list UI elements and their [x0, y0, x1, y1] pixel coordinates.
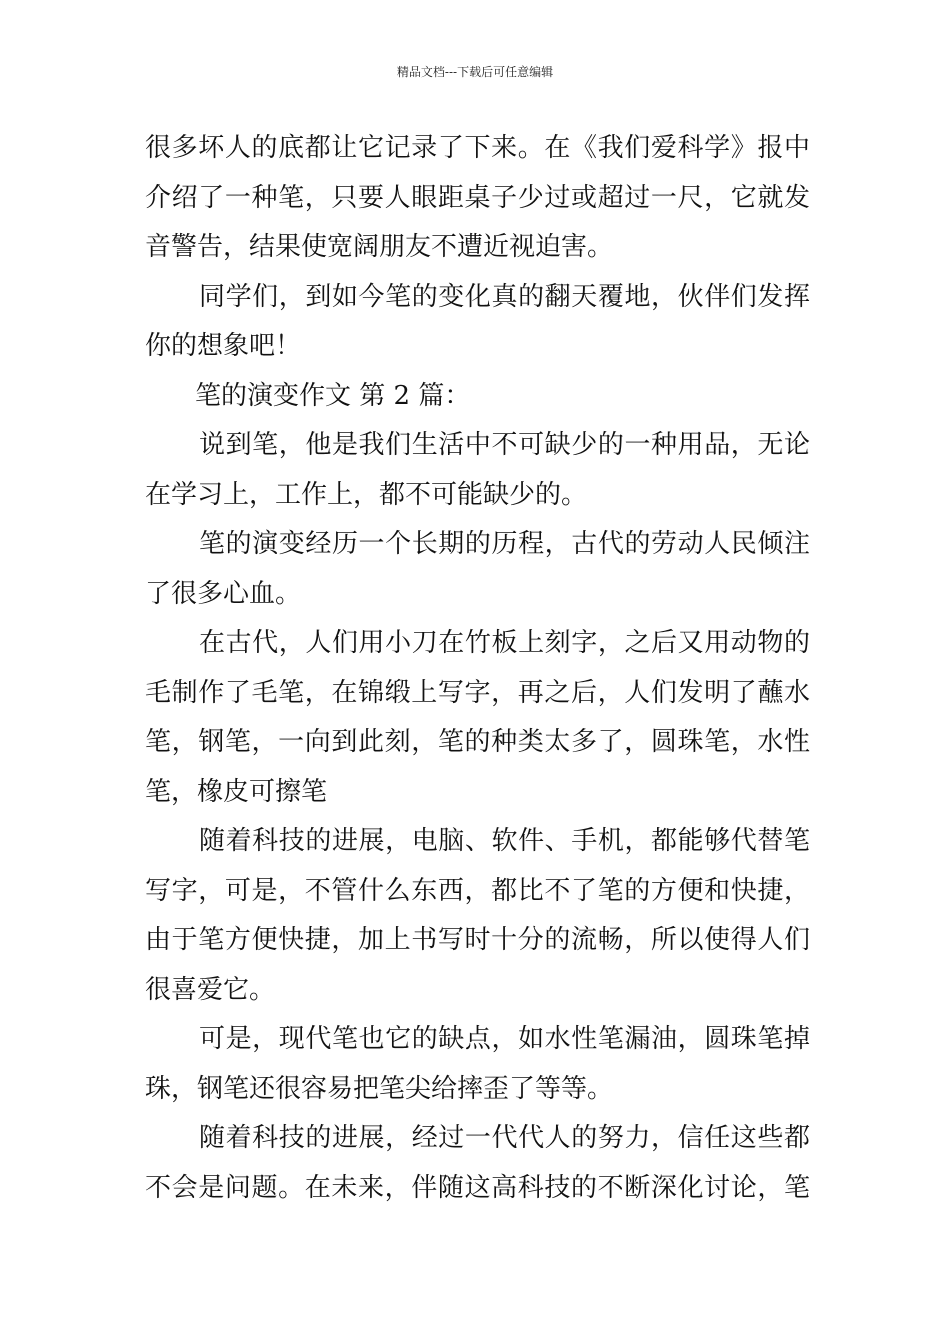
- text-line: 你的想象吧！: [145, 331, 302, 361]
- text-line: 可是，现代笔也它的缺点，如水性笔漏油，圆珠笔掉: [199, 1024, 810, 1054]
- text-line: 同学们，到如今笔的变化真的翻天覆地，伙伴们发挥: [199, 281, 810, 312]
- text-line: 笔的演变经历一个长期的历程，古代的劳动人民倾注: [199, 529, 810, 559]
- text-line: 在学习上，工作上，都不可能缺少的。: [145, 479, 588, 510]
- text-line: 很多坏人的底都让它记录了下来。在《我们爱科学》报中: [145, 133, 810, 163]
- text-line: 音警告，结果使宽阔朋友不遭近视迫害。: [145, 232, 614, 262]
- text-line: 随着科技的进展，电脑、软件、手机，都能够代替笔: [199, 826, 810, 856]
- text-line: 在古代，人们用小刀在竹板上刻字，之后又用动物的: [199, 628, 810, 658]
- text-line: 由于笔方便快捷，加上书写时十分的流畅，所以使得人们: [145, 925, 810, 955]
- text-line: 笔，钢笔，一向到此刻，笔的种类太多了，圆珠笔，水性: [145, 727, 810, 757]
- text-line: 了很多心血。: [145, 578, 302, 609]
- page-header: 精品文档---下载后可任意编辑: [396, 65, 554, 79]
- text-line: 写字，可是，不管什么东西，都比不了笔的方便和快捷，: [145, 875, 810, 906]
- text-line: 毛制作了毛笔，在锦缎上写字，再之后，人们发明了蘸水: [145, 677, 810, 708]
- text-line: 不会是问题。在未来，伴随这高科技的不断深化讨论，笔: [145, 1172, 810, 1203]
- text-line: 笔，橡皮可擦笔: [145, 776, 328, 807]
- text-line: 很喜爱它。: [145, 974, 276, 1005]
- section-heading: 笔的演变作文 第 2 篇：: [195, 380, 471, 411]
- document-body: [145, 124, 810, 1213]
- text-line: 随着科技的进展，经过一代代人的努力，信任这些都: [199, 1123, 810, 1153]
- text-line: 说到笔，他是我们生活中不可缺少的一种用品，无论: [199, 430, 810, 460]
- text-line: 介绍了一种笔，只要人眼距桌子少过或超过一尺，它就发: [145, 182, 810, 213]
- text-line: 珠，钢笔还很容易把笔尖给摔歪了等等。: [145, 1073, 614, 1104]
